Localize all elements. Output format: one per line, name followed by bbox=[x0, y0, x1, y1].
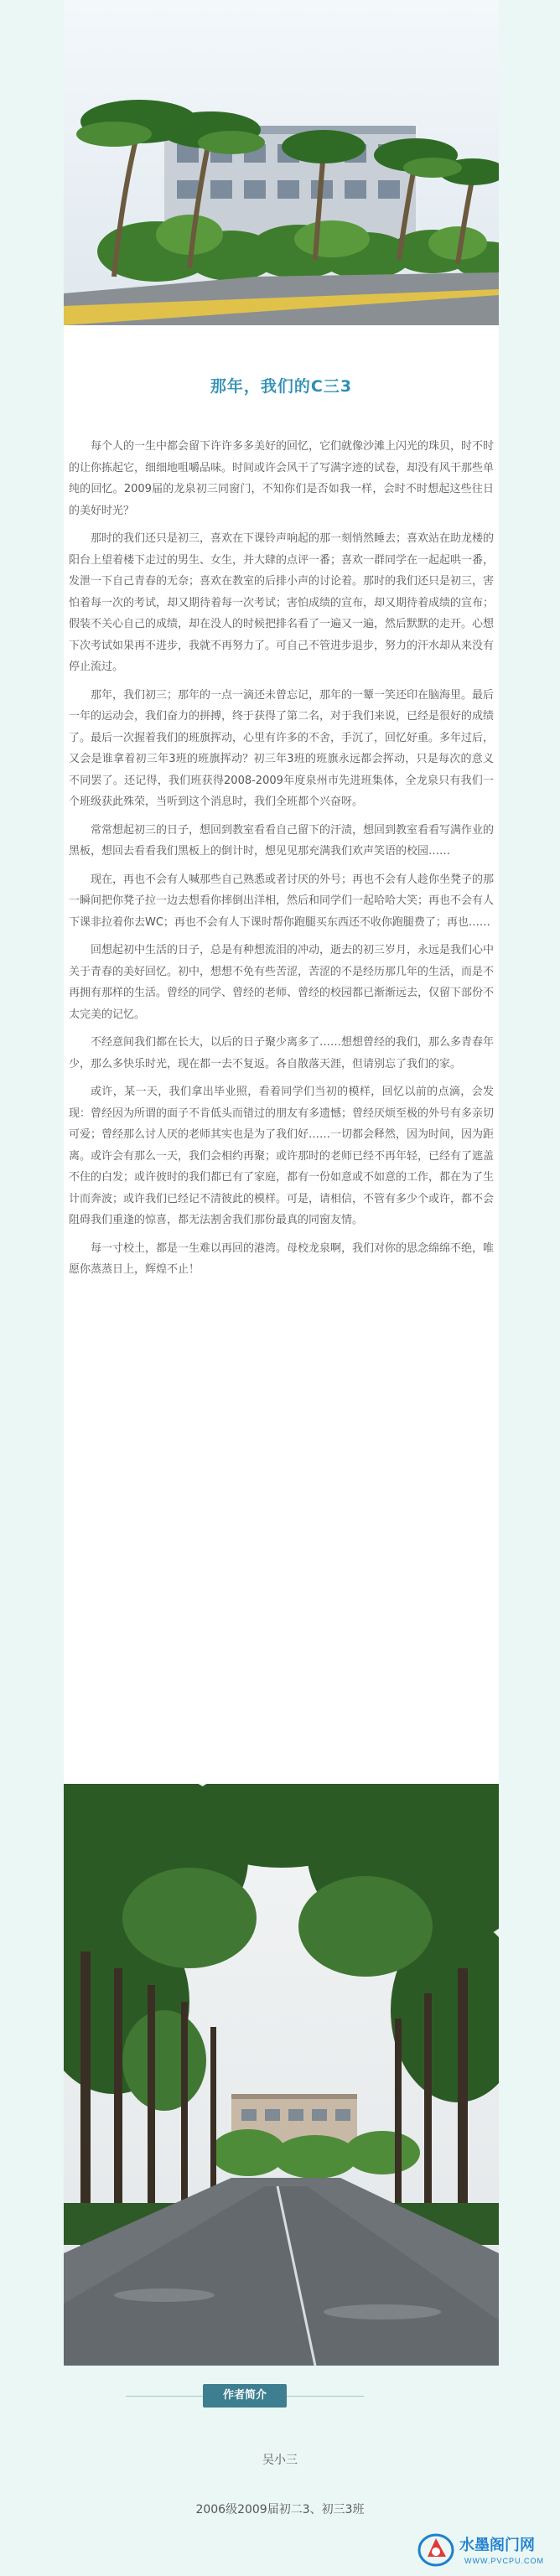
article-paragraph-5: 现在，再也不会有人喊那些自己熟悉或者讨厌的外号；再也不会有人趁你坐凳子的那一瞬间把你凳子拉一边去想看你摔倒出洋相，然后和同学们一起哈哈大笑；再也不会有人下课非拉着你去WC；再也不会有人下课时帮你跑腿买东西还不收你跑腿费了；再也…… bbox=[69, 873, 495, 929]
author-badge-row bbox=[0, 2366, 560, 2424]
article-paragraph-3: 那年，我们初三；那年的一点一滴还未曾忘记，那年的一颦一笑还印在脑海里。最后一年的运动会，我们奋力的拼搏，终于获得了第二名，对于我们来说，已经是很好的成绩了。最后一次握着我们的班旗挥动，心里有许多的不舍，手沉了，回忆好重。多年过后，又会是谁拿着初三年3班的班旗挥动？初三年3班的班旗永远都会挥动，只是每次的意义不同罢了。还记得，我们班获得2008-2009年度泉州市先进班集体，全龙泉只有我们一个班级获此殊荣，当听到这个消息时，我们全班都个兴奋呀。 bbox=[69, 688, 495, 808]
site-watermark bbox=[417, 2528, 558, 2572]
article-title: 那年，我们的C三3 bbox=[210, 377, 353, 396]
campus-photo-top bbox=[64, 0, 499, 325]
badge-divider-right bbox=[287, 2396, 364, 2397]
author-intro-badge: 作者简介 bbox=[203, 2384, 287, 2408]
watermark-site-url: WWW.PVCPU.COM bbox=[464, 2557, 544, 2565]
author-name: 吴小三 bbox=[262, 2454, 298, 2467]
article-paragraph-2: 那时的我们还只是初三，喜欢在下课铃声响起的那一刻悄然睡去；喜欢站在助龙楼的阳台上望着楼下走过的男生、女生，并大肆的点评一番；喜欢一群同学在一起起哄一番，发泄一下自己青春的无奈；喜欢在教室的后排小声的讨论着。那时的我们还只是初三，害怕着每一次的考试，却又期待着每一次考试；害怕成绩的宣布，却又期待着成绩的宣布；假装不关心自己的成绩，却在没人的时候把排名看了一遍又一遍，然后默默的走开。心想下次考试如果再不进步，我就不再努力了。可自己不管进步退步，努力的汗水却从来没有停止流过。 bbox=[69, 532, 495, 673]
article-body bbox=[64, 436, 499, 1281]
article-paragraph-9: 每一寸校土，都是一生难以再回的港湾。母校龙泉啊，我们对你的思念绵绵不绝，唯愿你蒸蒸日上，辉煌不止！ bbox=[69, 1241, 495, 1276]
article-paragraph-4: 常常想起初三的日子，想回到教室看看自己留下的汗渍，想回到教室看看写满作业的黑板，想回去看看我们黑板上的倒计时，想见见那充满我们欢声笑语的校园…… bbox=[69, 823, 495, 858]
campus-photo-bottom bbox=[64, 1784, 499, 2366]
watermark-site-name: 水墨阁门网 bbox=[459, 2537, 535, 2554]
author-class-info: 2006级2009届初二3、初三3班 bbox=[195, 2503, 365, 2516]
watermark-logo-icon bbox=[417, 2532, 456, 2568]
article-paragraph-1: 每个人的一生中都会留下许许多多美好的回忆，它们就像沙滩上闪光的珠贝，时不时的让你拣起它，细细地咀嚼品味。时间或许会风干了写满字迹的试卷，却没有风干那些单纯的回忆。2009届的龙泉初三同窗门，不知你们是否如我一样，会时不时想起这些往日的美好时光？ bbox=[69, 440, 495, 517]
article-paragraph-7: 不经意间我们都在长大，以后的日子聚少离多了……想想曾经的我们，那么多青春年少，那么多快乐时光，现在都一去不复返。各自散落天涯，但请别忘了我们的家。 bbox=[69, 1036, 495, 1070]
article-paragraph-6: 回想起初中生活的日子，总是有种想流泪的冲动，逝去的初三岁月，永远是我们心中关于青春的美好回忆。初中，想想不免有些苦涩，苦涩的不是经历那几年的生活，而是不再拥有那样的生活。曾经的同学、曾经的老师、曾经的校园都已渐渐远去，仅留下部份不太完美的记忆。 bbox=[69, 944, 495, 1021]
badge-divider-left bbox=[126, 2396, 203, 2397]
article-paragraph-8: 或许，某一天，我们拿出毕业照，看着同学们当初的模样，回忆以前的点滴，会发现：曾经因为所谓的面子不肯低头而错过的朋友有多遗憾；曾经厌烦至极的外号有多亲切可爱；曾经那么讨人厌的老师其实也是为了我们好……一切都会释然，因为时间，因为距离。或许会有那么一天，我们会相约再聚；或许那时的老师已经不再年轻，已经有了遮盖不住的白发；或许彼时的我们都已有了家庭，都有一份如意或不如意的工作，都在为了生计而奔波；或许我们已经记不清彼此的模样。可是，请相信，不管有多少个或许，都不会阻碍我们重逢的惊喜，都无法割舍我们那份最真的同窗友情。 bbox=[69, 1086, 495, 1226]
